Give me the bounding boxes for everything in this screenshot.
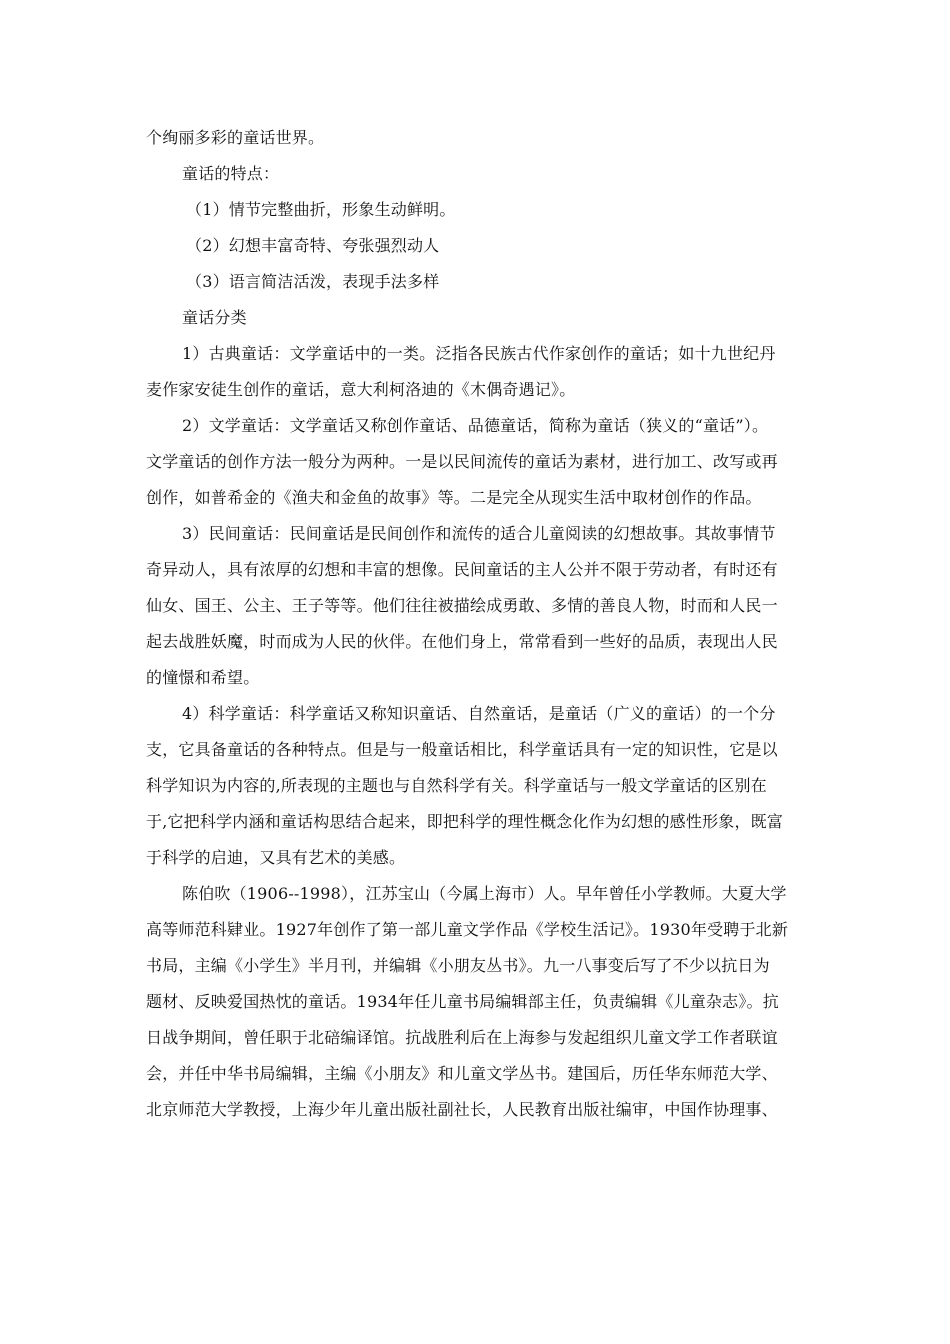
paragraph-line: 会，并任中华书局编辑，主编《小朋友》和儿童文学丛书。建国后，历任华东师范大学、 bbox=[146, 1064, 778, 1083]
list-item: （1）情节完整曲折，形象生动鲜明。 bbox=[186, 200, 456, 219]
paragraph-line: 1）古典童话：文学童话中的一类。泛指各民族古代作家创作的童话；如十九世纪丹 bbox=[182, 344, 776, 363]
paragraph-line: 书局，主编《小学生》半月刊，并编辑《小朋友丛书》。九一八事变后写了不少以抗日为 bbox=[146, 956, 770, 975]
paragraph-line: 创作，如普希金的《渔夫和金鱼的故事》等。二是完全从现实生活中取材创作的作品。 bbox=[146, 488, 762, 507]
paragraph-line: 陈伯吹（1906--1998），江苏宝山（今属上海市）人。早年曾任小学教师。大夏大学 bbox=[182, 884, 787, 903]
paragraph-line: 的憧憬和希望。 bbox=[146, 668, 260, 687]
paragraph-line: 奇异动人，具有浓厚的幻想和丰富的想像。民间童话的主人公并不限于劳动者，有时还有 bbox=[146, 560, 778, 579]
list-item: （3）语言简洁活泼，表现手法多样 bbox=[186, 272, 440, 291]
paragraph-line: 高等师范科肄业。1927年创作了第一部儿童文学作品《学校生活记》。1930年受聘于北新 bbox=[146, 920, 789, 939]
paragraph-line: 北京师范大学教授，上海少年儿童出版社副社长，人民教育出版社编审，中国作协理事、 bbox=[146, 1100, 778, 1119]
section-heading-categories: 童话分类 bbox=[182, 308, 247, 327]
paragraph-line: 文学童话的创作方法一般分为两种。一是以民间流传的童话为素材，进行加工、改写或再 bbox=[146, 452, 778, 471]
paragraph-line: 个绚丽多彩的童话世界。 bbox=[146, 128, 325, 147]
paragraph-line: 科学知识为内容的,所表现的主题也与自然科学有关。科学童话与一般文学童话的区别在 bbox=[146, 776, 767, 795]
paragraph-line: 日战争期间，曾任职于北碚编译馆。抗战胜利后在上海参与发起组织儿童文学工作者联谊 bbox=[146, 1028, 778, 1047]
paragraph-line: 仙女、国王、公主、王子等等。他们往往被描绘成勇敢、多情的善良人物，时而和人民一 bbox=[146, 596, 778, 615]
paragraph-line: 于,它把科学内涵和童话构思结合起来，即把科学的理性概念化作为幻想的感性形象，既富 bbox=[146, 812, 784, 831]
paragraph-line: 题材、反映爱国热忱的童话。1934年任儿童书局编辑部主任，负责编辑《儿童杂志》。抗 bbox=[146, 992, 779, 1011]
paragraph-line: 支，它具备童话的各种特点。但是与一般童话相比，科学童话具有一定的知识性，它是以 bbox=[146, 740, 778, 759]
paragraph-line: 起去战胜妖魔，时而成为人民的伙伴。在他们身上，常常看到一些好的品质，表现出人民 bbox=[146, 632, 778, 651]
paragraph-line: 于科学的启迪，又具有艺术的美感。 bbox=[146, 848, 406, 867]
list-item: （2）幻想丰富奇特、夸张强烈动人 bbox=[186, 236, 440, 255]
paragraph-line: 2）文学童话：文学童话又称创作童话、品德童话，简称为童话（狭义的“童话”）。 bbox=[182, 416, 769, 435]
paragraph-line: 3）民间童话：民间童话是民间创作和流传的适合儿童阅读的幻想故事。其故事情节 bbox=[182, 524, 776, 543]
section-heading-features: 童话的特点： bbox=[182, 164, 280, 183]
paragraph-line: 麦作家安徒生创作的童话，意大利柯洛迪的《木偶奇遇记》。 bbox=[146, 380, 576, 399]
paragraph-line: 4）科学童话：科学童话又称知识童话、自然童话，是童话（广义的童话）的一个分 bbox=[182, 704, 776, 723]
